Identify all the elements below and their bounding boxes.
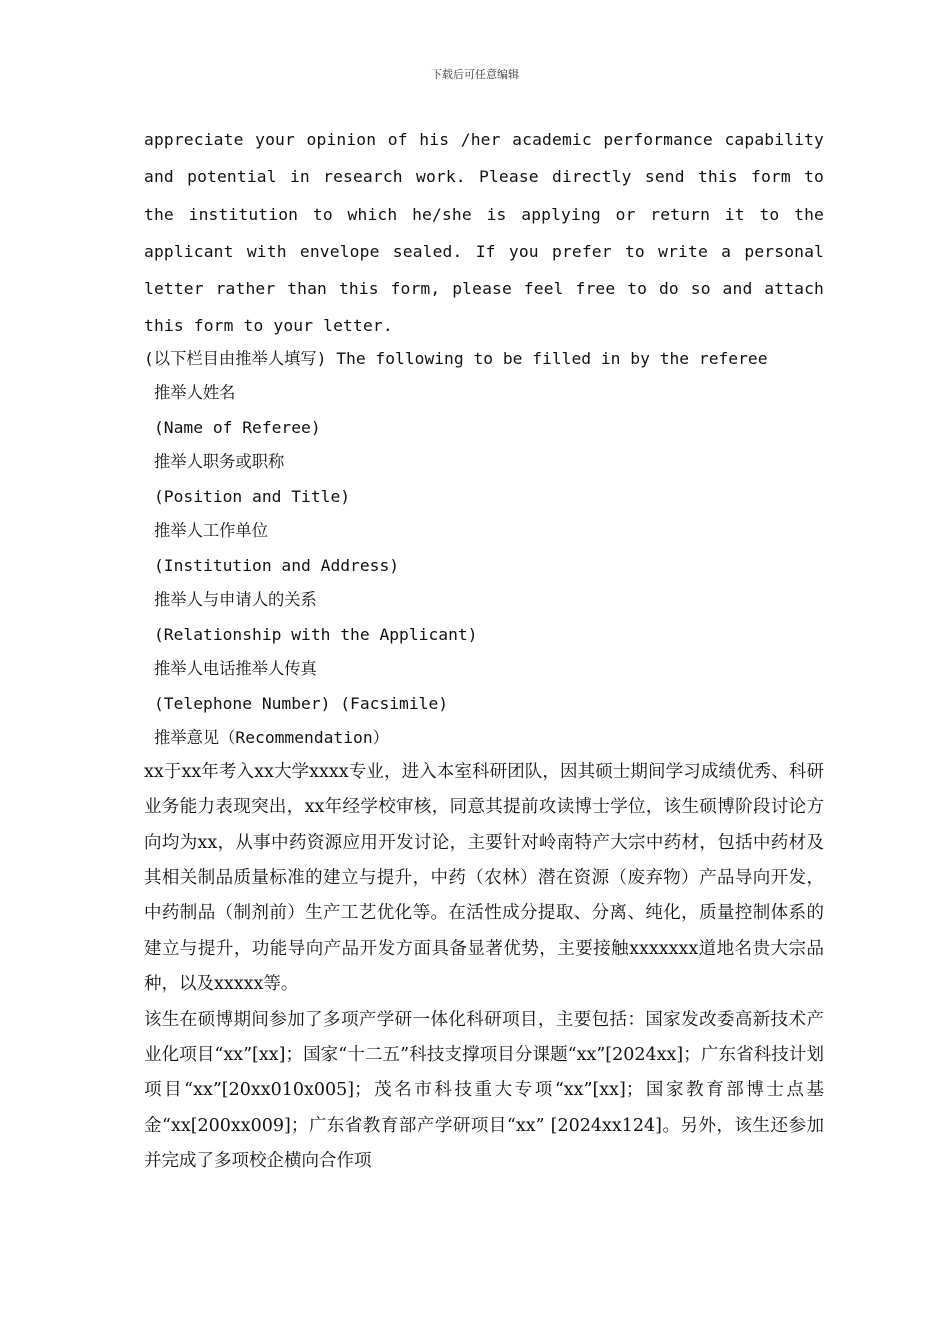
field-telephone-cn: 推举人电话推举人传真 xyxy=(154,659,317,679)
field-position-en: (Position and Title) xyxy=(154,486,351,506)
document-body xyxy=(144,121,824,1180)
recommendation-paragraph-2: 该生在硕博期间参加了多项产学研一体化科研项目，主要包括：国家发改委高新技术产业化项目“xx”[xx]；国家“十二五”科技支撑项目分课题“xx”[2024xx]；广东省科技计划项目“xx”[20xx010x005]；茂名市科技重大专项“xx”[xx]；国家教育部博士点基金“xx[200xx009]；广东省教育部产学研项目“xx” [2024xx124]。另外，该生还参加并完成了多项校企横向合作项 xyxy=(144,1009,824,1172)
form-instruction: (以下栏目由推举人填写) The following to be filled in by the referee xyxy=(144,348,768,368)
field-relationship-cn: 推举人与申请人的关系 xyxy=(154,590,317,610)
intro-paragraph: appreciate your opinion of his /her academic performance capability and potential in research work. Please directly send this form to the institution to which he/she is applying or return it to the applicant with envelope sealed. If you prefer to write a personal letter rather than this form, please feel free to do so and attach this form to your letter. xyxy=(144,130,824,336)
recommendation-paragraph-1: xx于xx年考入xx大学xxxx专业，进入本室科研团队，因其硕士期间学习成绩优秀、科研业务能力表现突出，xx年经学校审核，同意其提前攻读博士学位，该生硕博阶段讨论方向均为xx，从事中药资源应用开发讨论，主要针对岭南特产大宗中药材，包括中药材及其相关制品质量标准的建立与提升，中药（农林）潜在资源（废弃物）产品导向开发，中药制品（制剂前）生产工艺优化等。在活性成分提取、分离、纯化，质量控制体系的建立与提升，功能导向产品开发方面具备显著优势，主要接触xxxxxxx道地名贵大宗品种，以及xxxxx等。 xyxy=(144,761,824,995)
field-name-cn: 推举人姓名 xyxy=(154,383,236,403)
field-position-cn: 推举人职务或职称 xyxy=(154,452,285,472)
field-name-en: (Name of Referee) xyxy=(154,417,321,437)
referee-form-fields xyxy=(144,376,824,756)
field-telephone-en: (Telephone Number) (Facsimile) xyxy=(154,693,449,713)
page-header: 下载后可任意编辑 xyxy=(431,68,519,81)
recommendation-label: 推举意见（Recommendation） xyxy=(154,728,389,748)
field-relationship-en: (Relationship with the Applicant) xyxy=(154,624,478,644)
field-institution-en: (Institution and Address) xyxy=(154,555,400,575)
field-institution-cn: 推举人工作单位 xyxy=(154,521,268,541)
